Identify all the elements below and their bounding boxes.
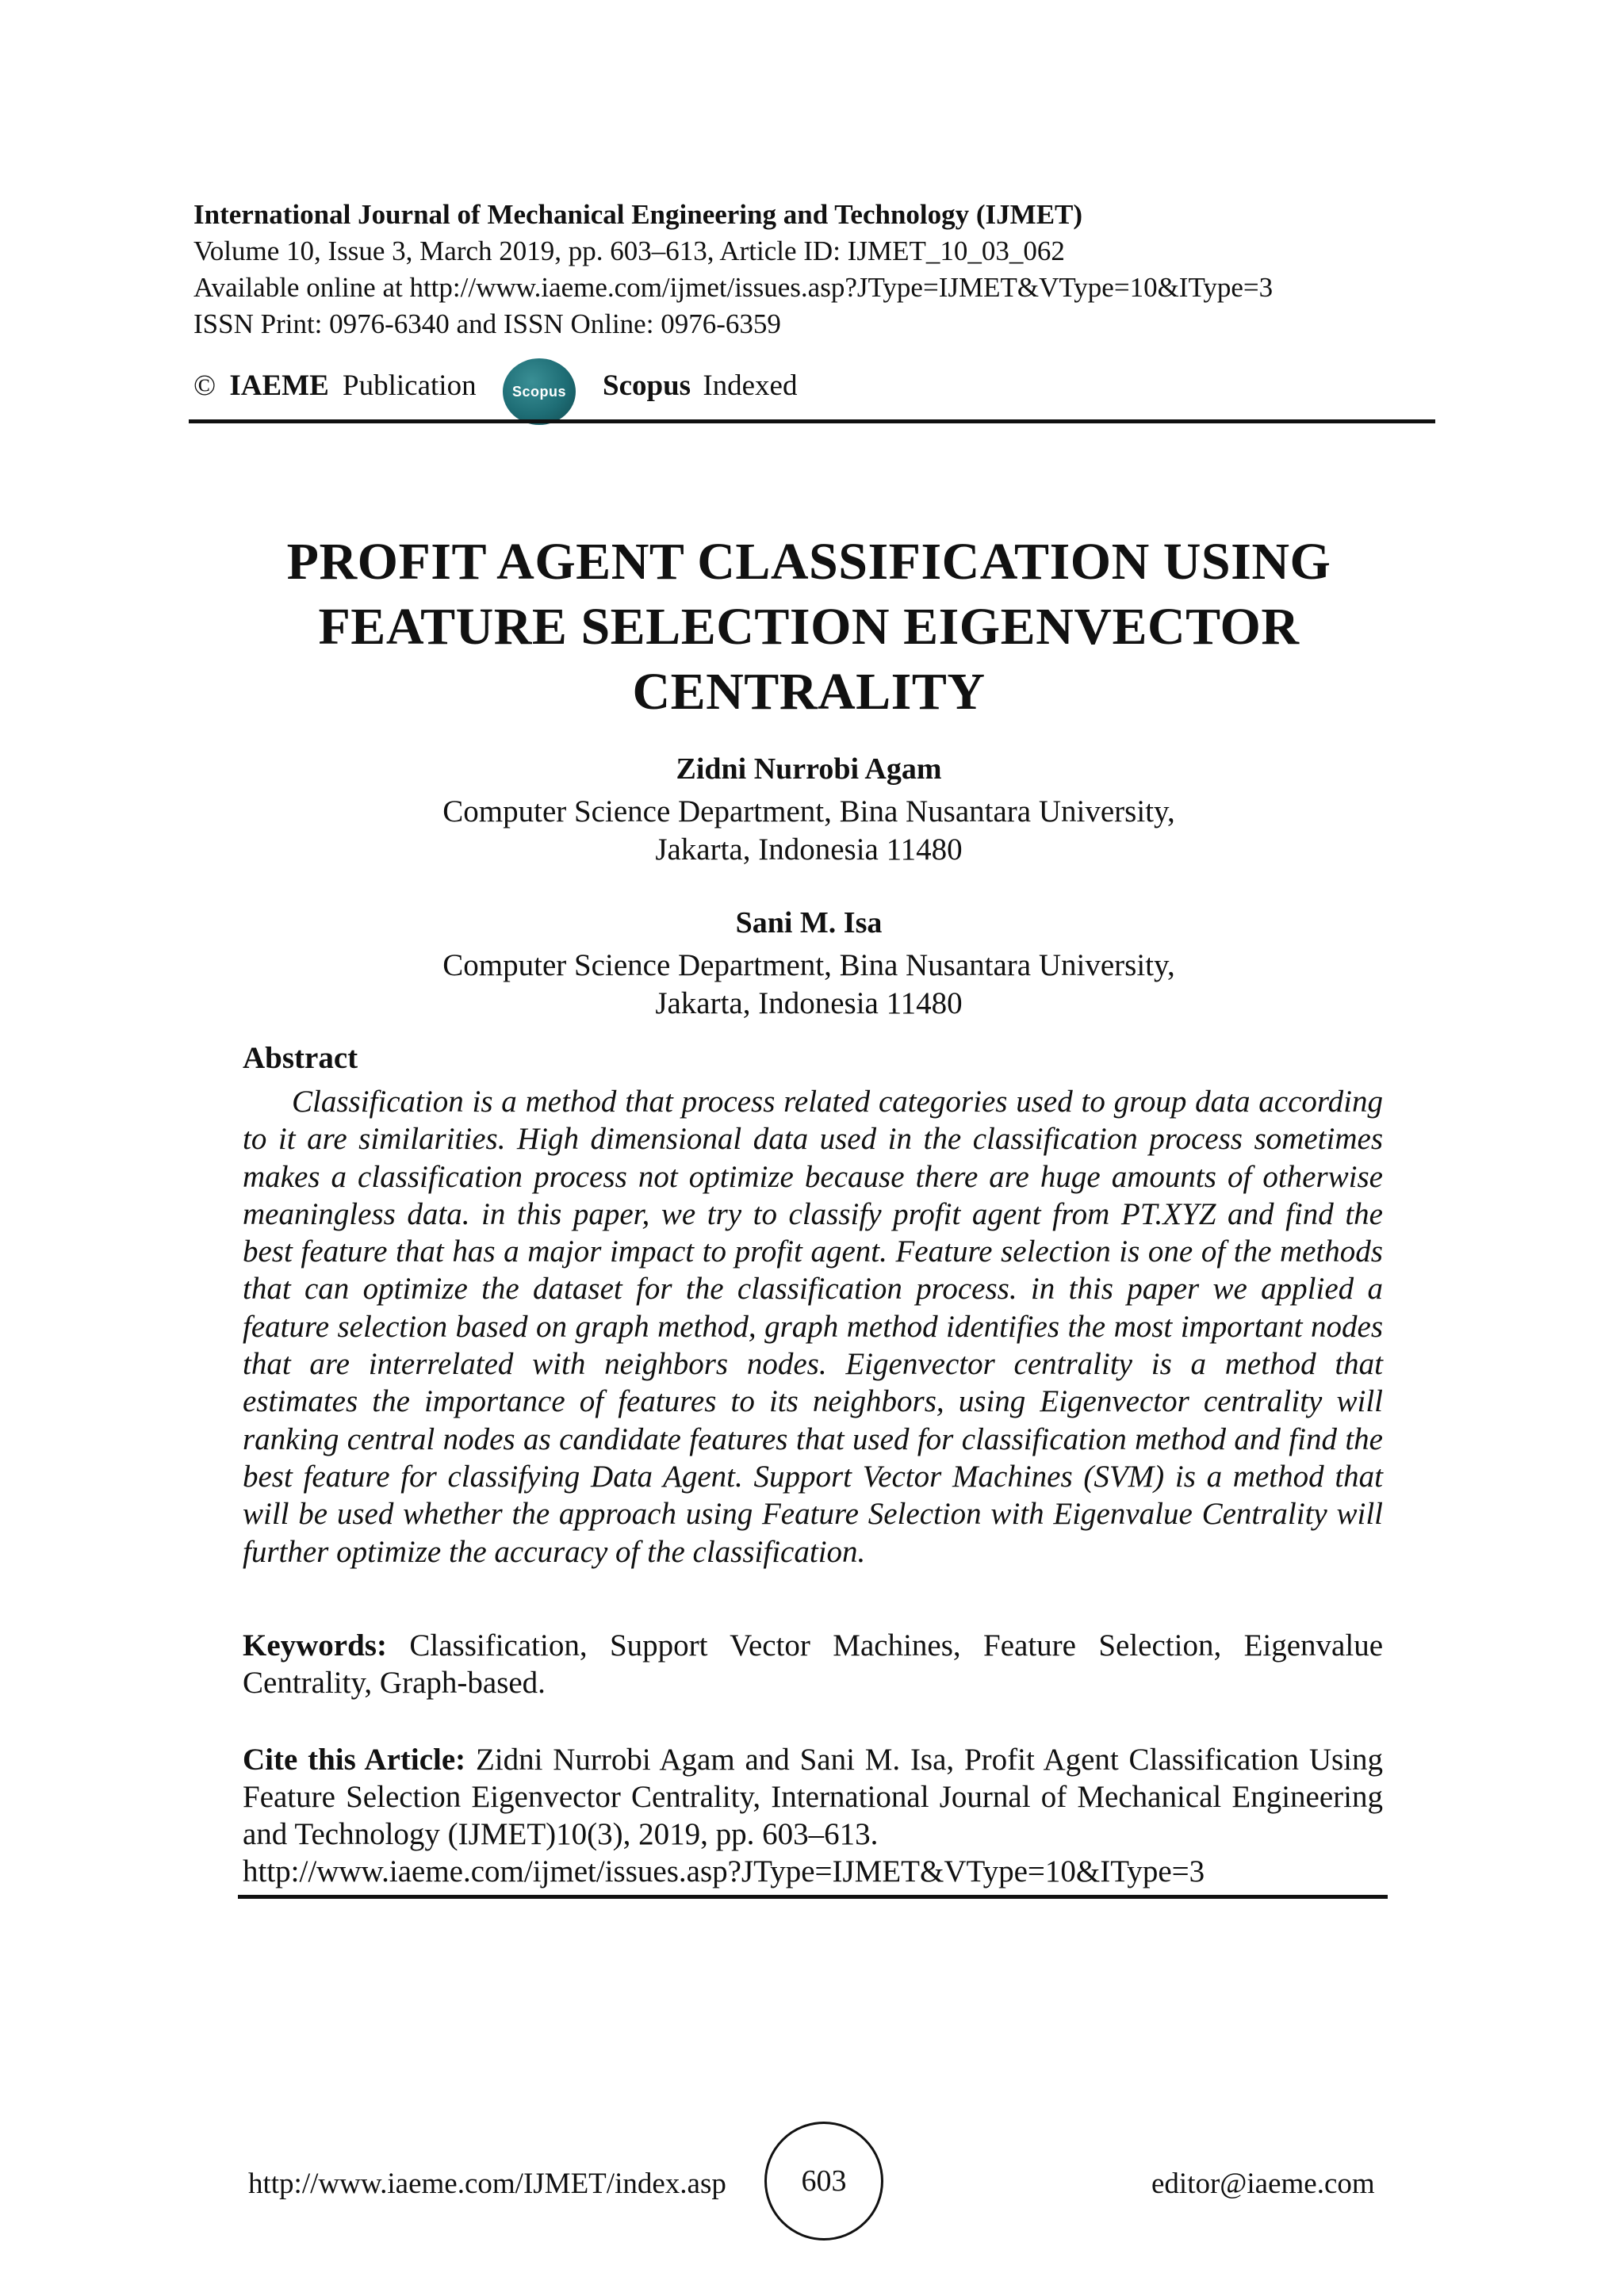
cite-label: Cite this Article: xyxy=(243,1743,466,1777)
header-divider xyxy=(189,419,1435,423)
title-line-1: PROFIT AGENT CLASSIFICATION USING xyxy=(286,533,1331,591)
issn-info: ISSN Print: 0976-6340 and ISSN Online: 0976-6359 xyxy=(193,308,781,339)
title-line-2: FEATURE SELECTION EIGENVECTOR xyxy=(318,598,1300,656)
footer-url[interactable]: http://www.iaeme.com/IJMET/index.asp xyxy=(248,2168,726,2200)
scopus-logo-icon: Scopus xyxy=(503,358,576,425)
keywords xyxy=(243,1627,1383,1701)
abstract-heading: Abstract xyxy=(243,1041,358,1075)
author-affiliation-line-1: Computer Science Department, Bina Nusantara University, xyxy=(442,948,1175,982)
cite-url[interactable]: http://www.iaeme.com/ijmet/issues.asp?JType=IJMET&VType=10&IType=3 xyxy=(243,1854,1205,1888)
copyright-symbol: © xyxy=(193,369,216,402)
author-name: Sani M. Isa xyxy=(735,906,883,939)
citation xyxy=(243,1741,1383,1890)
author-block-2 xyxy=(159,904,1459,1023)
indexed-word: Indexed xyxy=(703,369,798,402)
author-name: Zidni Nurrobi Agam xyxy=(676,752,942,786)
title-line-3: CENTRALITY xyxy=(632,663,986,721)
abstract-body: Classification is a method that process related categories used to group data according to it are similarities. High dimensional data used in the classification process sometimes makes a classification process not optimize because there are huge amounts of otherwise meaningless data. in this paper, we try to classify profit agent from PT.XYZ and find the best feature that has a major impact to profit agent. Feature selection is one of the methods that can optimize the dataset for the classification process. in this paper we applied a feature selection based on graph method, graph method identifies the most important nodes that are interrelated with neighbors nodes. Eigenvector centrality is a method that estimates the importance of features to its neighbors, using Eigenvector centrality will ranking central nodes as candidate features that used for classification method and find the best feature for classifying Data Agent. Support Vector Machines (SVM) is a method that will be used whether the approach using Feature Selection with Eigenvalue Centrality will further optimize the accuracy of the classification. xyxy=(243,1085,1383,1569)
citation-divider xyxy=(238,1895,1388,1899)
author-affiliation-line-2: Jakarta, Indonesia 11480 xyxy=(655,832,963,867)
keywords-label: Keywords: xyxy=(243,1628,387,1663)
page-number: 603 xyxy=(764,2122,883,2241)
publisher-name: IAEME xyxy=(229,369,329,402)
cite-text: Zidni Nurrobi Agam and Sani M. Isa, Profit Agent Classification Using Feature Selection Eigenvector Centrality, International Journal of Mechanical Engineering and Technology (IJMET)10(3), 2019, pp. 603–613. xyxy=(243,1743,1383,1851)
author-affiliation-line-1: Computer Science Department, Bina Nusantara University, xyxy=(442,794,1175,828)
publisher-row xyxy=(193,358,1431,414)
journal-header xyxy=(193,197,1431,342)
keywords-text: Classification, Support Vector Machines, Feature Selection, Eigenvalue Centrality, Graph-based. xyxy=(243,1628,1384,1700)
availability-link[interactable]: Available online at http://www.iaeme.com/ijmet/issues.asp?JType=IJMET&VType=10&IType=3 xyxy=(193,272,1274,303)
scopus-word: Scopus xyxy=(603,369,691,402)
author-block-1 xyxy=(159,750,1459,869)
publisher-suffix: Publication xyxy=(343,369,477,402)
author-affiliation-line-2: Jakarta, Indonesia 11480 xyxy=(655,986,963,1020)
scopus-indexed xyxy=(603,368,797,404)
volume-info: Volume 10, Issue 3, March 2019, pp. 603–613, Article ID: IJMET_10_03_062 xyxy=(193,235,1065,266)
footer-email[interactable]: editor@iaeme.com xyxy=(1151,2168,1375,2200)
journal-name: International Journal of Mechanical Engineering and Technology (IJMET) xyxy=(193,199,1083,230)
publication-credit xyxy=(193,368,477,404)
paper-title xyxy=(159,530,1459,725)
